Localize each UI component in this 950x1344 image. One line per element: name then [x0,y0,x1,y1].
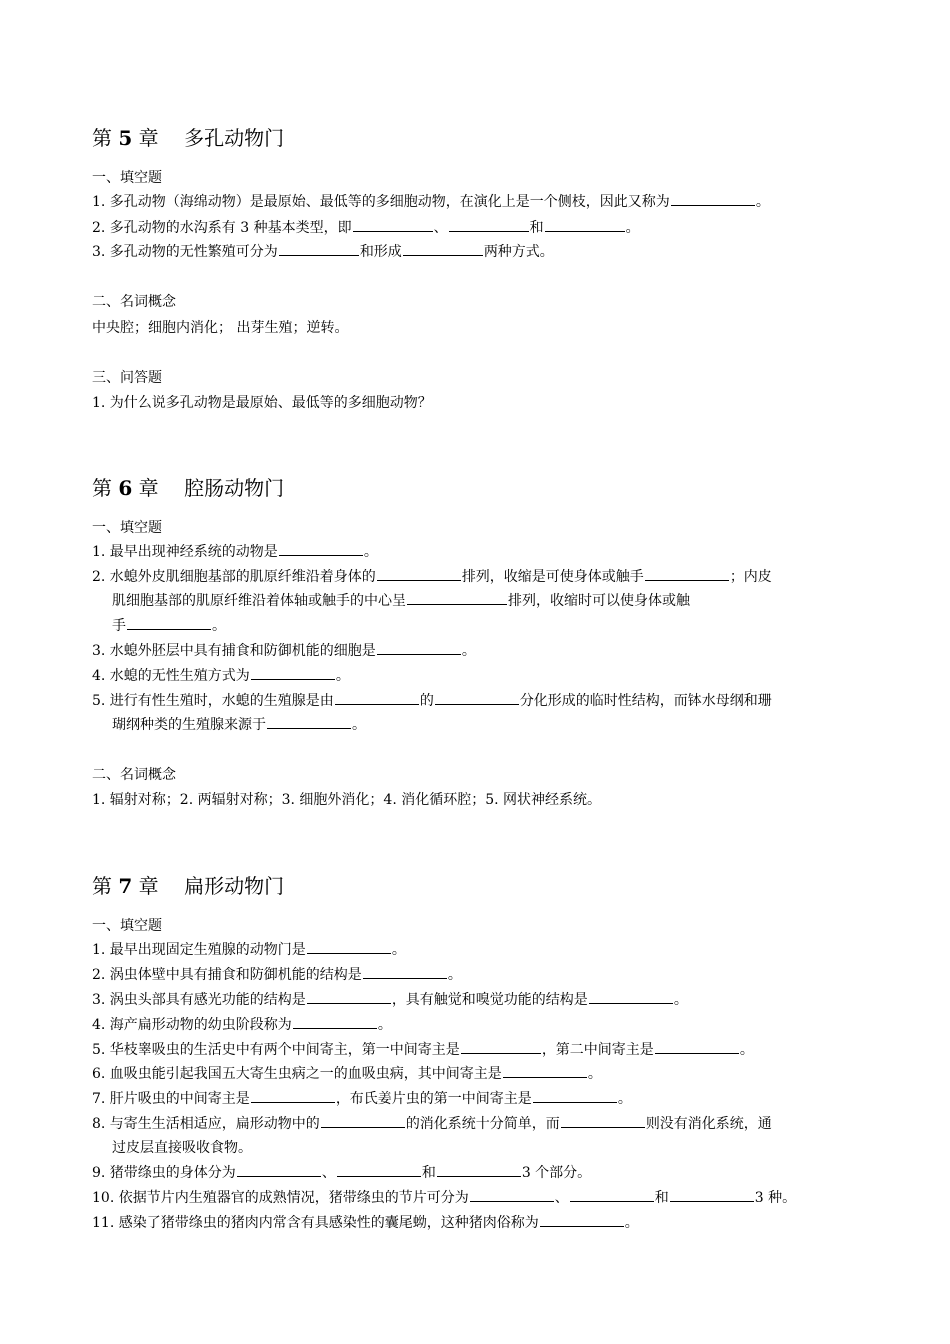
question-item [92,1186,796,1210]
answer-blank[interactable] [335,689,419,705]
question-text: ，布氏姜片虫的第一中间寄主是 [335,1091,532,1107]
question-item [92,540,378,564]
question-continuation: 过皮层直接吸收食物。 [112,1140,252,1156]
question-item [92,565,772,589]
question-text: 6. 血吸虫能引起我国五大寄生虫病之一的血吸虫病，其中间寄主是 [92,1066,502,1082]
question-item [92,664,350,688]
question-text: 1. 多孔动物（海绵动物）是最原始、最低等的多细胞动物，在演化上是一个侧枝，因此又称为 [92,194,670,210]
question-text: 2. 涡虫体壁中具有捕食和防御机能的结构是 [92,967,362,983]
answer-blank[interactable] [589,988,673,1004]
question-text: 的 [419,693,434,709]
question-text: ，具有触觉和嗅觉功能的结构是 [391,992,588,1008]
question-text: 。 [624,1215,639,1231]
question-text: 。 [377,1017,392,1033]
answer-blank[interactable] [503,1062,587,1078]
question-text: 。 [755,194,770,210]
answer-blank[interactable] [561,1112,645,1128]
question-text: 则没有消化系统，通 [645,1116,772,1132]
question-item [92,216,640,240]
answer-blank[interactable] [655,1038,739,1054]
section-heading: 二、名词概念 [92,294,176,310]
terms-list: 1. 辐射对称；2. 两辐射对称；3. 细胞外消化；4. 消化循环腔；5. 网状神经系统。 [92,792,602,808]
answer-blank[interactable] [267,713,351,729]
question-text: 3. 涡虫头部具有感光功能的结构是 [92,992,306,1008]
chapter-suffix: 章 [138,476,159,500]
question-text: 和 [654,1190,669,1206]
question-text: 。 [587,1066,602,1082]
question-text: 5. 进行有性生殖时，水螅的生殖腺是由 [92,693,334,709]
question-text: 。 [391,942,406,958]
question-text: 和形成 [359,244,402,260]
answer-blank[interactable] [645,565,729,581]
question-text: 。 [352,717,366,733]
question-text: 。 [461,643,476,659]
answer-blank[interactable] [321,1112,405,1128]
question-text: 3 种。 [754,1190,797,1206]
question-text: 。 [335,668,350,684]
answer-blank[interactable] [307,938,391,954]
question-text: 和 [421,1165,436,1181]
answer-blank[interactable] [377,639,461,655]
question-text: 手 [112,618,126,634]
question-text: 3 个部分。 [521,1165,592,1181]
question-text: 7. 肝片吸虫的中间寄主是 [92,1091,250,1107]
question-item [92,240,554,264]
question-text: ，第二中间寄主是 [541,1042,654,1058]
answer-blank[interactable] [237,1161,321,1177]
answer-blank[interactable] [545,216,625,232]
question-text: 、 [321,1165,336,1181]
answer-blank[interactable] [127,614,211,630]
chapter-suffix: 章 [138,874,159,898]
question-text: 3. 水螅外胚层中具有捕食和防御机能的细胞是 [92,643,376,659]
question-text: 2. 水螅外皮肌细胞基部的肌原纤维沿着身体的 [92,569,376,585]
question-text: 8. 与寄生生活相适应，扁形动物中的 [92,1116,320,1132]
question-item [92,1062,602,1086]
chapter-number: 6 [118,476,133,500]
answer-blank[interactable] [540,1211,624,1227]
question-text: ；内皮 [729,569,772,585]
chapter-number: 7 [118,874,133,898]
question-item [92,938,406,962]
chapter-number: 5 [118,126,133,150]
answer-blank[interactable] [533,1087,617,1103]
question-item [92,190,770,214]
terms-list: 中央腔；细胞内消化； 出芽生殖；逆转。 [92,320,349,336]
answer-blank[interactable] [279,240,359,256]
answer-blank[interactable] [293,1013,377,1029]
question-text: 排列，收缩是可使身体或触手 [461,569,644,585]
question-text: 。 [447,967,462,983]
answer-blank[interactable] [449,216,529,232]
question-text: 瑚纲种类的生殖腺来源于 [112,717,266,733]
question-item [92,1038,754,1062]
chapter-name: 扁形动物门 [184,874,285,898]
answer-blank[interactable] [435,689,519,705]
question-item [92,1087,632,1111]
question-item [92,963,462,987]
answer-blank[interactable] [670,1186,754,1202]
section-heading: 一、填空题 [92,520,162,536]
question-text: 分化形成的临时性结构，而钵水母纲和珊 [519,693,772,709]
question-item [92,1211,639,1235]
question-text: 2. 多孔动物的水沟系有 3 种基本类型，即 [92,220,352,236]
question-text: 。 [617,1091,632,1107]
chapter-6-title [92,472,284,501]
question-text: 1. 最早出现固定生殖腺的动物门是 [92,942,306,958]
question-text: 4. 水螅的无性生殖方式为 [92,668,250,684]
answer-blank[interactable] [461,1038,541,1054]
chapter-name: 腔肠动物门 [184,476,285,500]
answer-blank[interactable] [251,1087,335,1103]
answer-blank[interactable] [570,1186,654,1202]
answer-blank[interactable] [353,216,433,232]
question-text: 10. 依据节片内生殖器官的成熟情况，猪带绦虫的节片可分为 [92,1190,469,1206]
section-heading: 一、填空题 [92,918,162,934]
question-text: 。 [673,992,688,1008]
answer-blank[interactable] [337,1161,421,1177]
chapter-prefix: 第 [92,126,112,150]
answer-blank[interactable] [407,589,507,605]
answer-blank[interactable] [251,664,335,680]
answer-blank[interactable] [279,540,363,556]
answer-blank[interactable] [470,1186,554,1202]
answer-blank[interactable] [363,963,447,979]
question-text: 。 [625,220,640,236]
question-text: 3. 多孔动物的无性繁殖可分为 [92,244,278,260]
question-text: 5. 华枝睾吸虫的生活史中有两个中间寄主，第一中间寄主是 [92,1042,460,1058]
question-item: 1. 为什么说多孔动物是最原始、最低等的多细胞动物？ [92,395,432,411]
question-text: 。 [739,1042,754,1058]
question-text: 。 [363,544,378,560]
chapter-suffix: 章 [138,126,159,150]
answer-blank[interactable] [403,240,483,256]
question-text: 4. 海产扁形动物的幼虫阶段称为 [92,1017,292,1033]
section-heading: 一、填空题 [92,170,162,186]
chapter-prefix: 第 [92,476,112,500]
chapter-7-title [92,870,284,899]
section-heading: 二、名词概念 [92,767,176,783]
question-item [92,988,688,1012]
question-text: 两种方式。 [483,244,554,260]
question-continuation [112,589,690,614]
question-continuation [112,614,226,639]
answer-blank[interactable] [437,1161,521,1177]
question-text: 、 [554,1190,569,1206]
question-text: 9. 猪带绦虫的身体分为 [92,1165,236,1181]
chapter-5-title [92,122,284,151]
answer-blank[interactable] [377,565,461,581]
question-continuation [112,713,366,738]
question-item [92,1112,772,1136]
question-text: 1. 最早出现神经系统的动物是 [92,544,278,560]
question-text: 排列，收缩时可以使身体或触 [508,593,690,609]
question-item [92,689,772,713]
section-heading: 三、问答题 [92,370,162,386]
question-text: 肌细胞基部的肌原纤维沿着体轴或触手的中心呈 [112,593,406,609]
question-item [92,1161,591,1185]
question-item [92,1013,392,1037]
question-text: 、 [433,220,448,236]
question-text: 的消化系统十分简单，而 [405,1116,560,1132]
answer-blank[interactable] [307,988,391,1004]
chapter-name: 多孔动物门 [184,126,285,150]
question-item [92,639,476,663]
question-text: 11. 感染了猪带绦虫的猪肉内常含有具感染性的囊尾蚴，这种猪肉俗称为 [92,1215,539,1231]
chapter-prefix: 第 [92,874,112,898]
question-text: 。 [212,618,226,634]
question-text: 和 [529,220,544,236]
answer-blank[interactable] [671,190,755,206]
